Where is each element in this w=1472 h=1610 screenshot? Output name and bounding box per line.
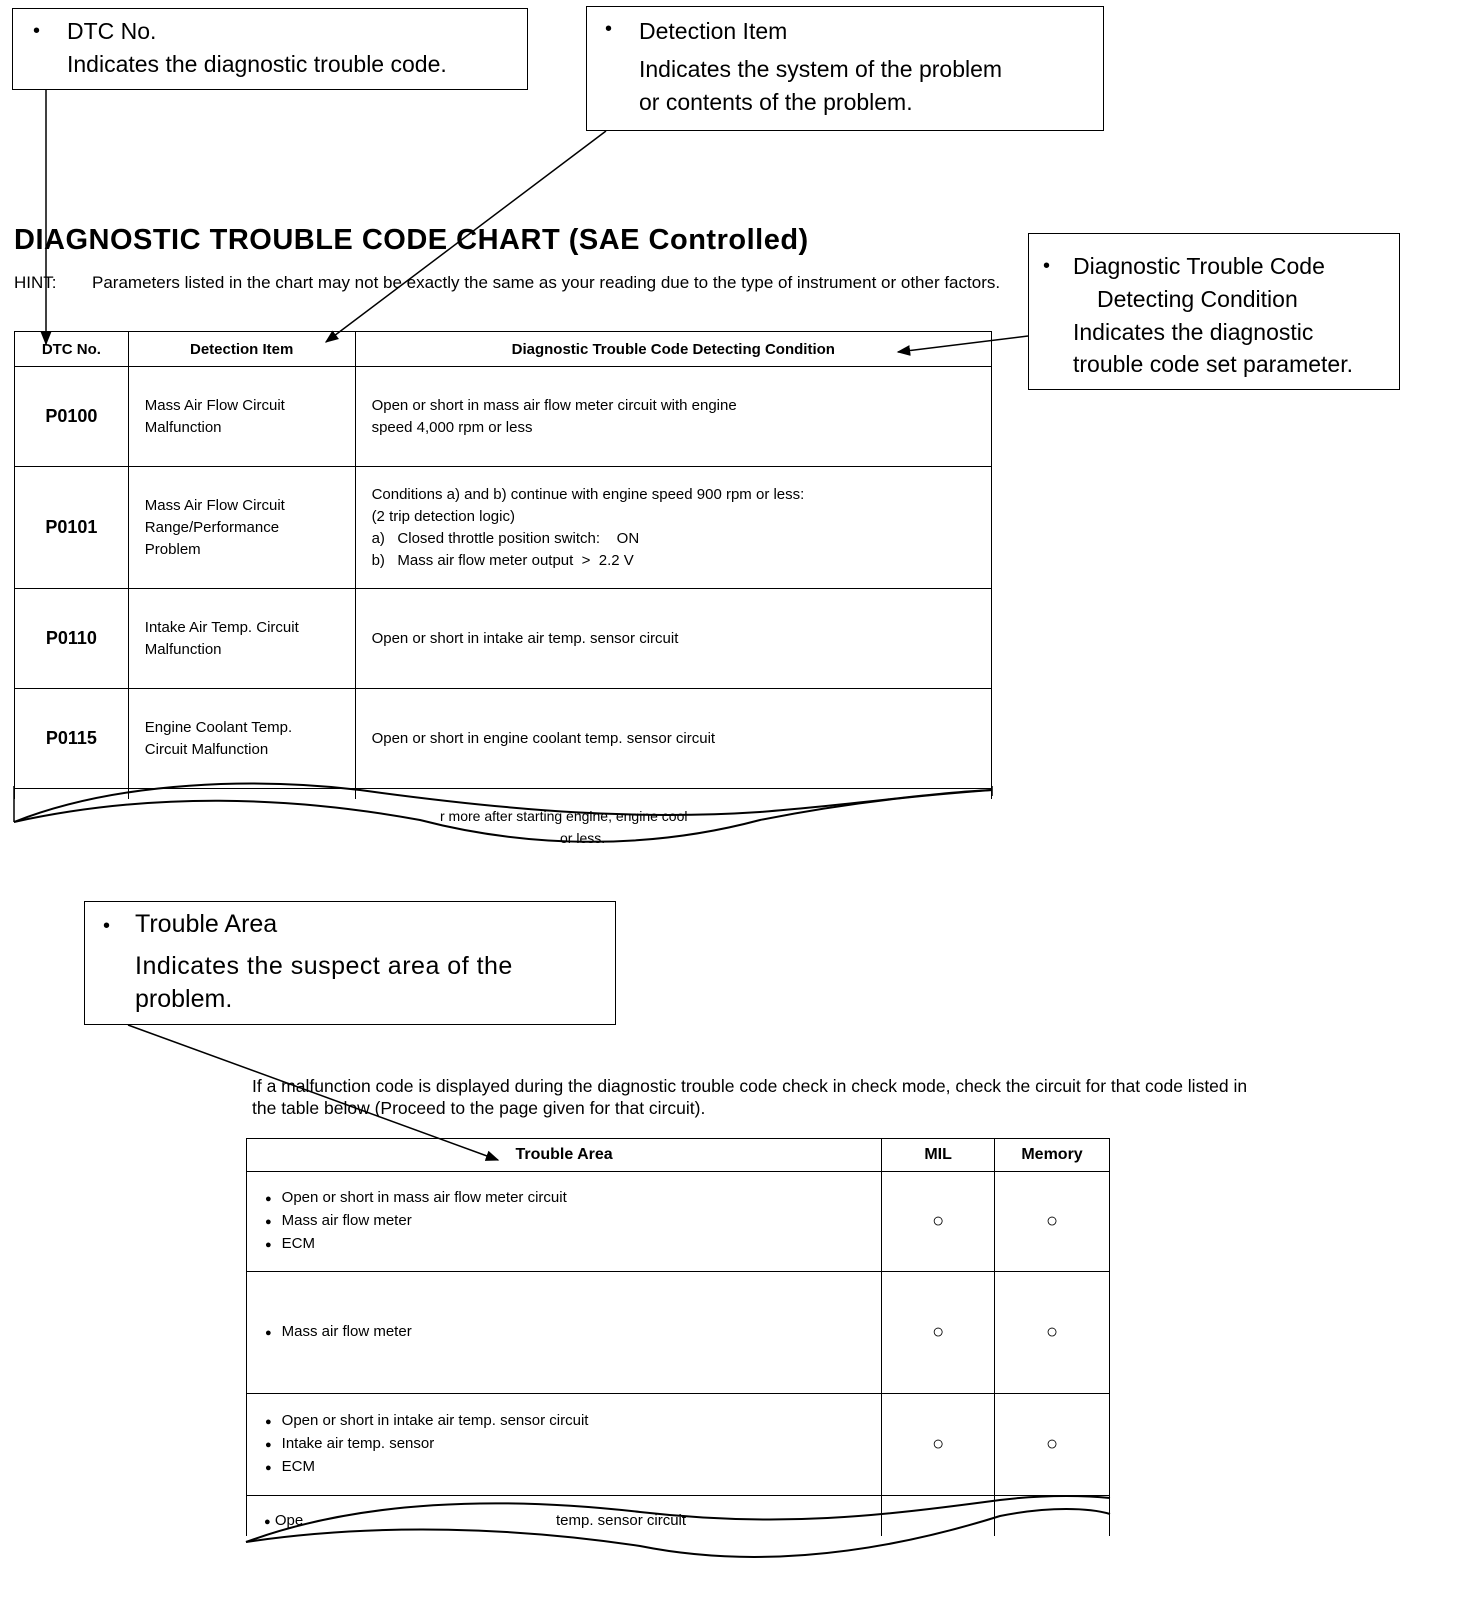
bullet-icon: ● xyxy=(265,1193,272,1205)
mil-mark: ○ xyxy=(882,1272,995,1394)
header-dtc-no: DTC No. xyxy=(15,332,129,367)
callout-bullet: • xyxy=(605,18,613,40)
dtc-code: P0100 xyxy=(15,367,129,467)
callout-text: problem. xyxy=(135,985,233,1013)
callout-text: Indicates the suspect area of the xyxy=(135,952,513,980)
callout-title: Diagnostic Trouble Code xyxy=(1073,253,1325,279)
cut-off-text-left: Ope xyxy=(274,1512,304,1529)
header-trouble-area: Trouble Area xyxy=(247,1139,882,1172)
mil-mark: ○ xyxy=(882,1172,995,1272)
memory-mark: ○ xyxy=(995,1394,1110,1496)
condition-line: Open or short in engine coolant temp. sensor circuit xyxy=(371,729,716,747)
memory-mark: ○ xyxy=(995,1272,1110,1394)
detection-item-line: Mass Air Flow Circuit xyxy=(144,496,285,514)
detection-item-line: Range/Performance xyxy=(144,518,280,536)
bullet-icon: ● xyxy=(265,1327,272,1339)
dtc-code: P0115 xyxy=(15,689,129,789)
cut-off-text-right: temp. sensor circuit xyxy=(556,1512,687,1529)
bullet-icon: ● xyxy=(265,1416,272,1428)
bullet-icon: ● xyxy=(265,1216,272,1228)
callout-bullet: • xyxy=(1043,255,1051,277)
condition-line: Open or short in mass air flow meter circuit with engine xyxy=(371,396,737,414)
condition-line: Conditions a) and b) continue with engine speed 900 rpm or less: xyxy=(371,485,805,503)
callout-bullet: • xyxy=(33,20,41,42)
hint-label: HINT: xyxy=(14,273,57,292)
header-mil: MIL xyxy=(882,1139,995,1172)
dtc-code: P0101 xyxy=(15,467,129,589)
tear-edge-top xyxy=(246,1496,1110,1542)
leader-arrow-condition xyxy=(898,336,1028,352)
bullet-icon: ● xyxy=(265,1439,272,1451)
callout-bullet: • xyxy=(103,915,111,937)
detection-item-line: Intake Air Temp. Circuit xyxy=(144,618,299,636)
leader-arrow-trouble-area xyxy=(128,1025,498,1160)
header-condition: Diagnostic Trouble Code Detecting Condition xyxy=(355,332,991,367)
header-memory: Memory xyxy=(995,1139,1110,1172)
header-detection-item: Detection Item xyxy=(128,332,355,367)
leader-arrow-detection-item xyxy=(326,131,606,342)
memory-mark: ○ xyxy=(995,1172,1110,1272)
trouble-area-text: ECM xyxy=(281,1458,315,1475)
chart-title: DIAGNOSTIC TROUBLE CODE CHART (SAE Controlled) xyxy=(14,224,809,256)
callout-text: Indicates the diagnostic xyxy=(1073,319,1314,345)
callout-title: Detecting Condition xyxy=(1097,286,1298,312)
trouble-area-text: ECM xyxy=(281,1235,315,1252)
tear-fill xyxy=(14,790,1000,842)
callout-text: trouble code set parameter. xyxy=(1073,351,1353,377)
callout-text: Indicates the system of the problem xyxy=(639,56,1003,82)
condition-line: (2 trip detection logic) xyxy=(371,507,515,525)
trouble-area-text: Open or short in mass air flow meter circuit xyxy=(281,1189,567,1206)
tear-edge-bottom xyxy=(14,790,992,842)
detection-item-line: Mass Air Flow Circuit xyxy=(144,396,285,414)
cut-off-bullet: ● xyxy=(264,1516,271,1528)
trouble-area-text: Mass air flow meter xyxy=(281,1212,412,1229)
hint-text: Parameters listed in the chart may not be exactly the same as your reading due to the type of instrument or other factors. xyxy=(92,273,1001,292)
condition-line: Open or short in intake air temp. sensor circuit xyxy=(371,629,679,647)
detection-item-line: Malfunction xyxy=(144,640,222,658)
trouble-area-text: Mass air flow meter xyxy=(281,1323,412,1340)
cut-off-text: or less. xyxy=(560,830,606,846)
trouble-area-text: Open or short in intake air temp. sensor circuit xyxy=(281,1412,589,1429)
callout-title: Trouble Area xyxy=(135,910,278,938)
condition-line: speed 4,000 rpm or less xyxy=(371,418,533,436)
callout-text: Indicates the diagnostic trouble code. xyxy=(67,51,447,77)
trouble-area-text: Intake air temp. sensor xyxy=(281,1435,435,1452)
condition-line: b) Mass air flow meter output > 2.2 V xyxy=(371,551,634,569)
area-table-intro: If a malfunction code is displayed during the diagnostic trouble code check in check mode, check the circuit for that code listed in the table below (Proceed to the page given for that circuit). xyxy=(252,1076,1248,1118)
bullet-icon: ● xyxy=(265,1462,272,1474)
detection-item-line: Engine Coolant Temp. xyxy=(144,718,293,736)
callout-title: DTC No. xyxy=(67,18,157,44)
detection-item-line: Circuit Malfunction xyxy=(144,740,269,758)
cut-off-text: r more after starting engine, engine cool xyxy=(440,808,688,824)
bullet-icon: ● xyxy=(265,1239,272,1251)
callout-text: or contents of the problem. xyxy=(639,89,913,115)
dtc-code: P0110 xyxy=(15,589,129,689)
mil-mark: ○ xyxy=(882,1394,995,1496)
detection-item-line: Problem xyxy=(144,540,201,558)
callout-title: Detection Item xyxy=(639,18,788,44)
detection-item-line: Malfunction xyxy=(144,418,222,436)
condition-line: a) Closed throttle position switch: ON xyxy=(371,529,640,547)
